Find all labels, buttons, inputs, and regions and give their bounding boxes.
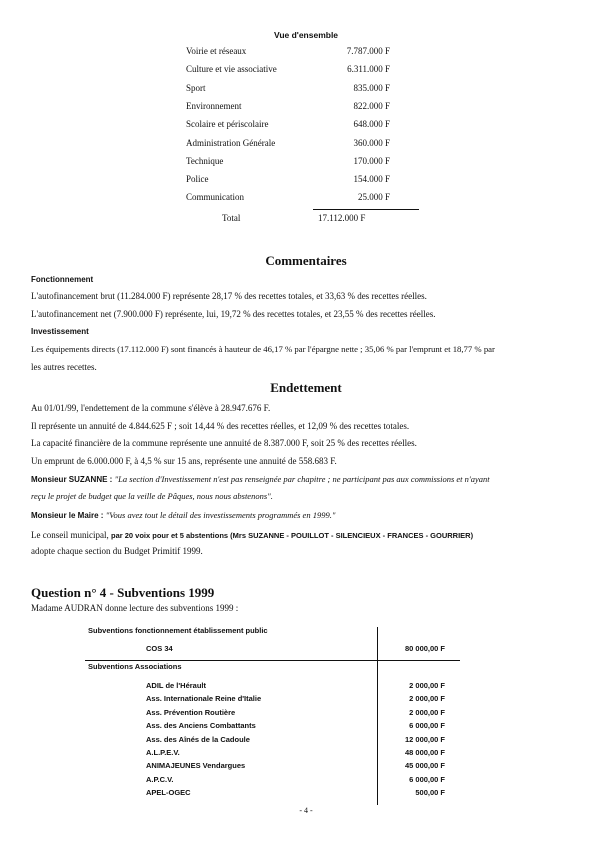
overview-row-amount: 360.000 F — [353, 137, 390, 148]
suzanne-quote-2: reçu le projet de budget que la veille de Pâques, nous nous abstenons". — [31, 491, 273, 501]
endettement-text-3: La capacité financière de la commune représente une annuité de 8.387.000 F, soit 25 % des recettes réelles. — [31, 438, 417, 448]
overview-row-amount: 6.311.000 F — [347, 64, 390, 75]
public-subsidy-amount: 80 000,00 F — [404, 644, 445, 653]
overview-row-label: Communication — [186, 192, 244, 203]
vote-statement — [31, 530, 473, 540]
overview-row-amount: 822.000 F — [353, 100, 390, 111]
association-subsidy-name: Ass. des Aînés de la Cadoule — [146, 734, 250, 744]
overview-row-amount: 835.000 F — [353, 82, 390, 93]
association-subsidy-name: ANIMAJEUNES Vendargues — [146, 761, 246, 771]
overview-row-label: Environnement — [186, 100, 242, 111]
association-subsidy-name: Ass. Prévention Routière — [146, 707, 236, 717]
overview-row-amount: 7.787.000 F — [346, 46, 390, 56]
association-subsidy-name: Ass. des Anciens Combattants — [146, 721, 256, 731]
maire-quote: "Vous avez tout le détail des investissements programmés en 1999." — [105, 510, 336, 520]
suzanne-speaker: Monsieur SUZANNE : — [31, 475, 113, 484]
endettement-text-4: Un emprunt de 6.000.000 F, à 4,5 % sur 15 ans, représente une annuité de 558.683 F. — [31, 456, 337, 466]
overview-row-amount: 25.000 F — [357, 192, 390, 203]
association-subsidy-amount: 2 000,00 F — [409, 681, 445, 690]
association-subsidy-amount: 500,00 F — [415, 788, 445, 798]
question-4-heading: Question n° 4 - Subventions 1999 — [31, 585, 215, 600]
overview-row-label: Scolaire et périscolaire — [186, 119, 269, 130]
maire-speaker: Monsieur le Maire : — [31, 511, 104, 520]
overview-row — [186, 156, 390, 174]
endettement-text-1: Au 01/01/99, l'endettement de la commune s'élève à 28.947.676 F. — [31, 403, 271, 413]
overview-row-amount: 648.000 F — [353, 119, 390, 130]
overview-row-label: Police — [186, 174, 209, 185]
association-subsidy-name: A.L.P.E.V. — [146, 748, 180, 757]
vote-adoption: adopte chaque section du Budget Primitif 1999. — [31, 546, 203, 556]
public-subsidy-name: COS 34 — [146, 644, 173, 653]
overview-total-amount: 17.112.000 F — [318, 213, 366, 223]
subsidy-table-row-rule — [85, 660, 460, 661]
public-subsidy-header: Subventions fonctionnement établissement public — [88, 626, 268, 635]
vote-prefix: Le conseil municipal, — [31, 530, 109, 540]
association-subsidy-name: Ass. Internationale Reine d'Italie — [146, 694, 262, 704]
overview-row — [186, 119, 390, 137]
vote-result: par 20 voix pour et 5 abstentions (Mrs SUZANNE - POUILLOT - SILENCIEUX - FRANCES - GOURRIER) — [110, 531, 474, 540]
overview-row-label: Voirie et réseaux — [186, 46, 247, 56]
overview-row — [186, 46, 390, 64]
overview-row — [186, 174, 390, 192]
investissement-subheading: Investissement — [31, 327, 89, 336]
association-subsidy-amount: 48 000,00 F — [404, 748, 445, 757]
overview-total-rule — [313, 209, 419, 210]
association-subsidy-name: APEL-OGEC — [146, 788, 191, 798]
overview-row-amount: 154.000 F — [353, 174, 390, 185]
endettement-heading: Endettement — [270, 380, 342, 395]
overview-row-label: Administration Générale — [186, 137, 276, 148]
overview-row — [186, 192, 390, 210]
suzanne-quote-1: "La section d'Investissement n'est pas renseignée par chapitre ; ne participant pas aux commissions et n'ayant — [114, 474, 490, 484]
association-subsidy-name: ADIL de l'Hérault — [146, 681, 206, 690]
suzanne-statement — [31, 474, 490, 484]
investissement-text-2: les autres recettes. — [31, 362, 97, 372]
association-subsidy-amount: 12 000,00 F — [404, 734, 445, 744]
overview-total-label: Total — [222, 213, 241, 223]
overview-row — [186, 83, 390, 101]
page-number: - 4 - — [299, 806, 313, 815]
association-subsidy-name: A.P.C.V. — [146, 774, 174, 784]
overview-row — [186, 101, 390, 119]
overview-title: Vue d'ensemble — [273, 30, 339, 40]
investissement-text-1: Les équipements directs (17.112.000 F) sont financés à hauteur de 46,17 % par l'épargne nette ; 35,06 % par l'emprunt et 18,77 % par — [31, 344, 495, 354]
overview-row — [186, 64, 390, 82]
fonctionnement-text-1: L'autofinancement brut (11.284.000 F) représente 28,17 % des recettes totales, et 33,63 % des recettes réelles. — [31, 291, 427, 301]
overview-row-amount: 170.000 F — [353, 155, 390, 166]
overview-row-label: Culture et vie associative — [186, 64, 277, 75]
association-subsidy-amount: 6 000,00 F — [409, 774, 445, 784]
association-subsidy-amount: 6 000,00 F — [409, 721, 445, 731]
question-4-intro: Madame AUDRAN donne lecture des subventions 1999 : — [31, 603, 239, 613]
association-subsidy-header: Subventions Associations — [88, 662, 182, 671]
fonctionnement-text-2: L'autofinancement net (7.900.000 F) représente, lui, 19,72 % des recettes totales, et 23,55 % des recettes réelles. — [31, 309, 436, 319]
association-subsidy-amount: 2 000,00 F — [409, 707, 445, 717]
association-subsidy-amount: 2 000,00 F — [409, 694, 445, 704]
endettement-text-2: Il représente un annuité de 4.844.625 F ; soit 14,44 % des recettes réelles, et 12,09 % des recettes totales. — [31, 421, 410, 431]
association-subsidy-amount: 45 000,00 F — [404, 761, 445, 771]
fonctionnement-subheading: Fonctionnement — [31, 275, 94, 284]
subsidy-table-column-rule — [377, 627, 378, 805]
overview-row-label: Sport — [186, 82, 206, 93]
maire-statement — [31, 510, 335, 520]
overview-row-label: Technique — [186, 155, 224, 166]
overview-row — [186, 138, 390, 156]
commentaires-heading: Commentaires — [265, 253, 347, 268]
